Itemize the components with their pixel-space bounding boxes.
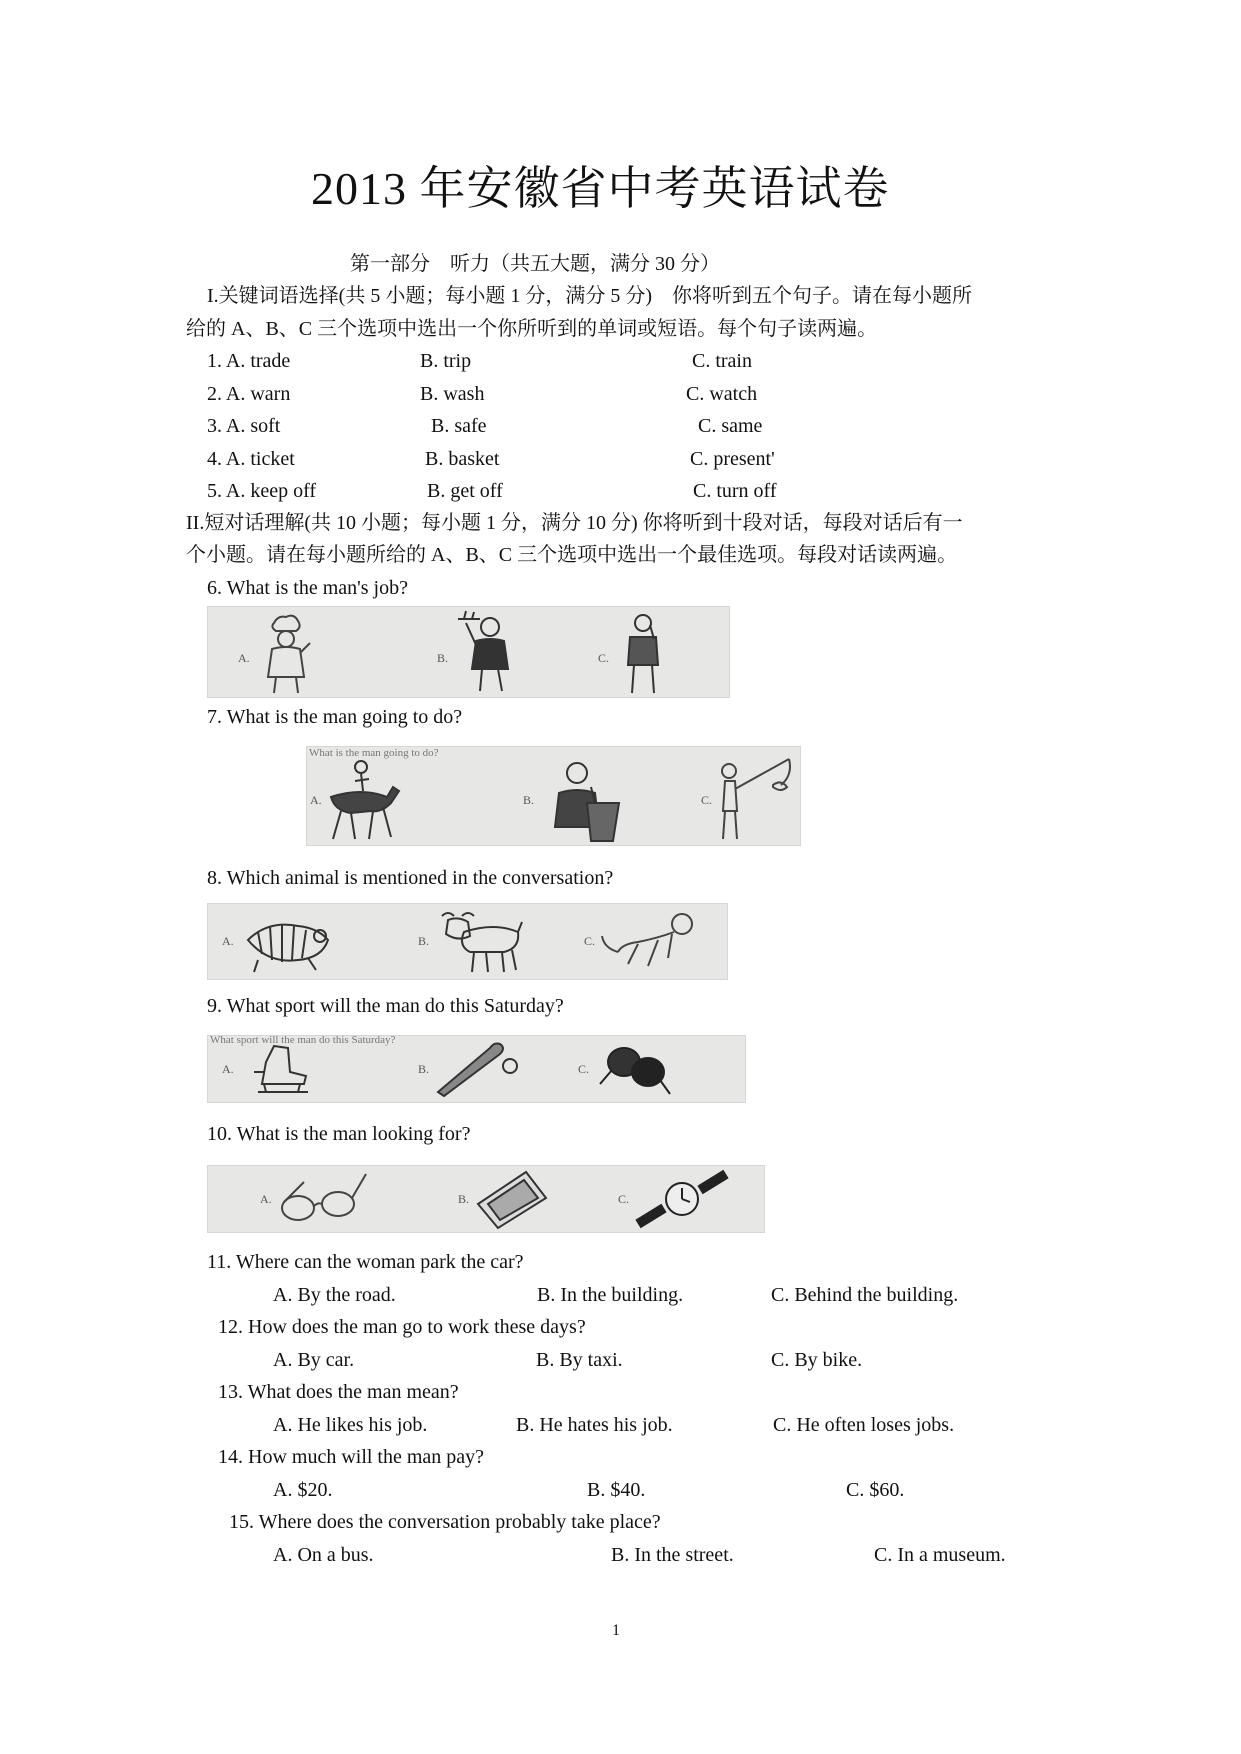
q3-option-a: 3. A. soft — [207, 415, 281, 437]
q9-picture — [207, 1035, 746, 1103]
q2-option-c: C. watch — [686, 383, 758, 405]
page-number: 1 — [612, 1622, 620, 1639]
waiter-icon — [452, 609, 518, 695]
glasses-icon — [274, 1168, 370, 1230]
tiger-icon — [238, 910, 338, 974]
bull-icon — [434, 908, 524, 976]
q15-option-c: C. In a museum. — [874, 1544, 1006, 1566]
q13-option-a: A. He likes his job. — [273, 1414, 428, 1436]
q3-option-c: C. same — [698, 415, 763, 437]
q10-label-c: C. — [618, 1192, 630, 1206]
q14-option-c: C. $60. — [846, 1479, 905, 1501]
q9-label-c: C. — [578, 1062, 590, 1076]
speaker-at-podium-icon — [543, 757, 623, 843]
skates-icon — [244, 1042, 314, 1100]
q11-option-b: B. In the building. — [537, 1284, 684, 1306]
q11-question: 11. Where can the woman park the car? — [207, 1251, 524, 1273]
q8-label-c: C. — [584, 934, 596, 948]
q7-question: 7. What is the man going to do? — [207, 706, 463, 728]
q8-picture — [207, 903, 728, 980]
q4-option-b: B. basket — [425, 448, 500, 470]
q11-option-c: C. Behind the building. — [771, 1284, 959, 1306]
section1-instructions-line1: I.关键词语选择(共 5 小题；每小题 1 分，满分 5 分) 你将听到五个句子。请在每小题所 — [207, 285, 972, 307]
q10-label-a: A. — [260, 1192, 272, 1206]
q8-question: 8. Which animal is mentioned in the conversation? — [207, 867, 614, 889]
q9-picture-caption: What sport will the man do this Saturday? — [210, 1035, 396, 1046]
man-on-phone-icon — [618, 611, 668, 695]
q6-label-a: A. — [238, 651, 250, 665]
q13-option-b: B. He hates his job. — [516, 1414, 673, 1436]
section1-instructions-line2: 给的 A、B、C 三个选项中选出一个你所听到的单词或短语。每个句子读两遍。 — [186, 318, 878, 340]
q7-picture — [306, 746, 801, 846]
q2-option-a: 2. A. warn — [207, 383, 291, 405]
q5-option-a: 5. A. keep off — [207, 480, 317, 502]
q7-label-a: A. — [310, 793, 322, 807]
q6-label-b: B. — [437, 651, 449, 665]
section2-instructions-line1: II.短对话理解(共 10 小题；每小题 1 分，满分 10 分) 你将听到十段对话，每段对话后有一 — [186, 512, 963, 534]
q15-option-a: A. On a bus. — [273, 1544, 374, 1566]
q10-picture — [207, 1165, 765, 1233]
q6-question: 6. What is the man's job? — [207, 577, 408, 599]
q12-option-a: A. By car. — [273, 1349, 355, 1371]
q1-option-c: C. train — [692, 350, 752, 372]
q1-option-b: B. trip — [420, 350, 472, 372]
page-title: 2013 年安徽省中考英语试卷 — [311, 163, 890, 214]
q7-label-b: B. — [523, 793, 535, 807]
ping-pong-paddles-icon — [594, 1040, 674, 1098]
q5-option-c: C. turn off — [693, 480, 777, 502]
q3-option-b: B. safe — [431, 415, 487, 437]
chef-icon — [256, 613, 316, 695]
q10-label-b: B. — [458, 1192, 470, 1206]
q14-option-a: A. $20. — [273, 1479, 333, 1501]
baseball-bat-icon — [430, 1040, 520, 1100]
q10-question: 10. What is the man looking for? — [207, 1123, 471, 1145]
q15-option-b: B. In the street. — [611, 1544, 734, 1566]
q15-question: 15. Where does the conversation probably take place? — [229, 1511, 661, 1533]
q14-question: 14. How much will the man pay? — [218, 1446, 485, 1468]
q2-option-b: B. wash — [420, 383, 485, 405]
q9-question: 9. What sport will the man do this Saturday? — [207, 995, 564, 1017]
q4-option-a: 4. A. ticket — [207, 448, 295, 470]
q9-label-a: A. — [222, 1062, 234, 1076]
fishing-icon — [715, 755, 795, 843]
q7-picture-caption: What is the man going to do? — [309, 747, 439, 759]
q13-option-c: C. He often loses jobs. — [773, 1414, 955, 1436]
wristwatch-icon — [634, 1168, 730, 1230]
q1-option-a: 1. A. trade — [207, 350, 291, 372]
q11-option-a: A. By the road. — [273, 1284, 396, 1306]
horse-rider-icon — [321, 757, 401, 843]
section2-instructions-line2: 个小题。请在每小题所给的 A、B、C 三个选项中选出一个最佳选项。每段对话读两遍。 — [186, 544, 958, 566]
q9-label-b: B. — [418, 1062, 430, 1076]
part-heading: 第一部分 听力（共五大题，满分 30 分） — [350, 253, 720, 275]
q12-option-c: C. By bike. — [771, 1349, 863, 1371]
q12-question: 12. How does the man go to work these days? — [218, 1316, 586, 1338]
q8-label-a: A. — [222, 934, 234, 948]
q13-question: 13. What does the man mean? — [218, 1381, 459, 1403]
mobile-phone-icon — [472, 1168, 552, 1230]
q14-option-b: B. $40. — [587, 1479, 646, 1501]
q8-label-b: B. — [418, 934, 430, 948]
q6-picture — [207, 606, 730, 698]
q5-option-b: B. get off — [427, 480, 503, 502]
q6-label-c: C. — [598, 651, 610, 665]
q12-option-b: B. By taxi. — [536, 1349, 623, 1371]
q4-option-c: C. present' — [690, 448, 775, 470]
monkey-icon — [598, 908, 708, 974]
q7-label-c: C. — [701, 793, 713, 807]
